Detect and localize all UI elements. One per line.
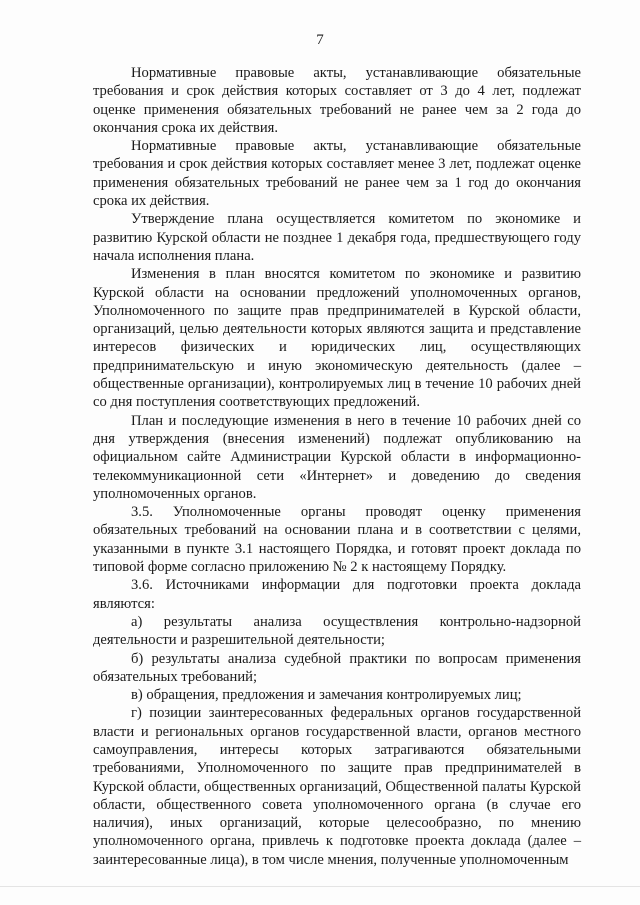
paragraph-acts-under-3-years: Нормативные правовые акты, устанавливающие обязательные требования и срок действия которых составляет менее 3 лет, подлежат оценке применения обязательных требований не ранее чем за 1 год до окончания срока их действия.: [93, 138, 581, 210]
paragraph-plan-approval: Утверждение плана осуществляется комитетом по экономике и развитию Курской области не позднее 1 декабря года, предшествующего году начала исполнения плана.: [93, 211, 581, 264]
paragraph-acts-3-4-years: Нормативные правовые акты, устанавливающие обязательные требования и срок действия которых составляет от 3 до 4 лет, подлежат оценке применения обязательных требований не ранее чем за 2 года до окончания срока их действия.: [93, 65, 581, 136]
paragraph-plan-changes: Изменения в план вносятся комитетом по экономике и развитию Курской области на основании предложений уполномоченных органов, Уполномоченного по защите прав предпринимателей в Курской области, организаций, целью деятельности которых являются защита и представление интересов физических и юридических лиц, осуществляющих предпринимательскую и иную экономическую деятельность (далее – общественные организации), контролируемых лиц в течение 10 рабочих дней со дня поступления соответствующих предложений.: [93, 266, 581, 411]
paragraph-plan-publication: План и последующие изменения в него в течение 10 рабочих дней со дня утверждения (внесения изменений) подлежат опубликованию на официальном сайте Администрации Курской области в информационно-телекоммуникационной сети «Интернет» и доведению до сведения уполномоченных органов.: [93, 412, 581, 502]
paragraph-3-5: 3.5. Уполномоченные органы проводят оценку применения обязательных требований на основании плана и в соответствии с целями, указанными в пункте 3.1 настоящего Порядка, и готовят проект доклада по типовой форме согласно приложению № 2 к настоящему Порядку.: [93, 504, 581, 576]
scan-edge-divider: [0, 886, 640, 887]
list-item-v: в) обращения, предложения и замечания контролируемых лиц;: [131, 687, 522, 704]
document-body: [93, 64, 581, 869]
list-item-g: г) позиции заинтересованных федеральных органов государственной власти и региональных органов государственной власти, органов местного самоуправления, интересы которых затрагиваются обязательными требованиями, Уполномоченного по защите прав предпринимателей в Курской области, общественных организаций, Общественной палаты Курской области, общественного совета уполномоченного органа (в случае его наличия), иных организаций, которые целесообразно, по мнению уполномоченного органа, привлечь к подготовке проекта доклада (далее – заинтересованные лица), в том числе мнения, полученные уполномоченным: [93, 705, 581, 868]
page-number: 7: [316, 32, 324, 48]
paragraph-3-6: 3.6. Источниками информации для подготовки проекта доклада являются:: [93, 577, 581, 612]
list-item-b: б) результаты анализа судебной практики по вопросам применения обязательных требований;: [93, 650, 581, 685]
list-item-a: а) результаты анализа осуществления контрольно-надзорной деятельности и разрешительной деятельности;: [93, 613, 581, 649]
